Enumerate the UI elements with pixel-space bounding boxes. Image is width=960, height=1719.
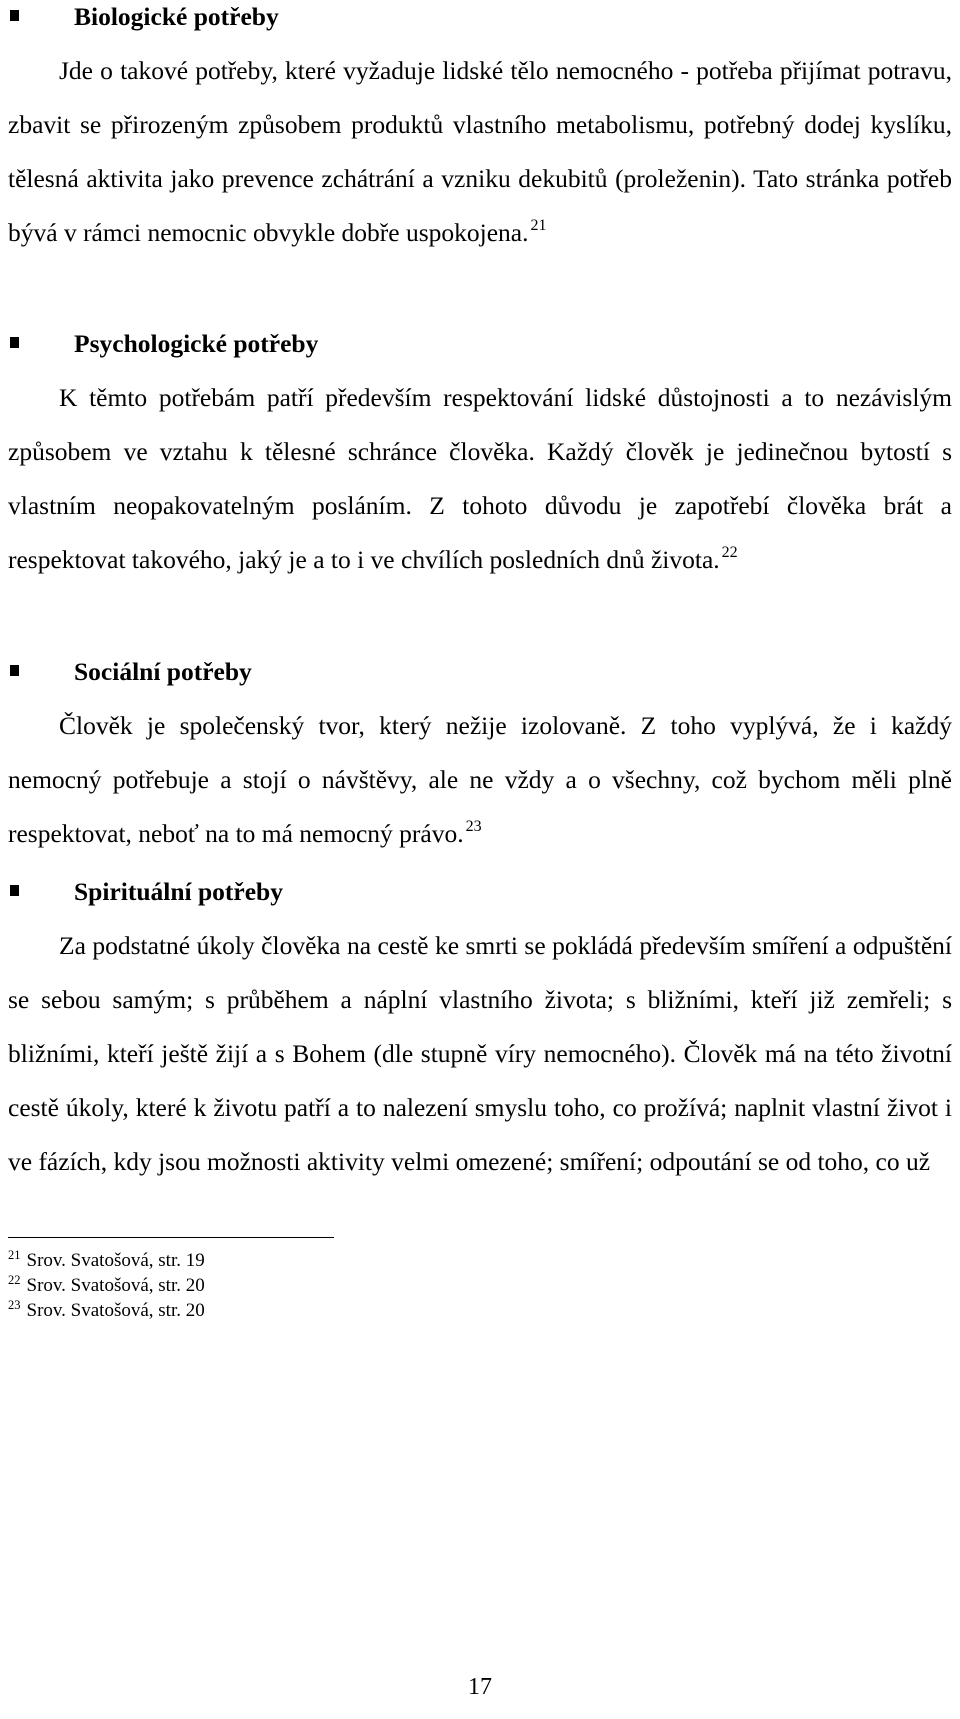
section-heading — [8, 875, 952, 909]
square-bullet-icon — [10, 665, 19, 676]
section-spiritualni — [8, 875, 952, 1189]
heading-text: Spirituální potřeby — [74, 877, 283, 906]
footnotes — [8, 1248, 205, 1323]
section-paragraph — [8, 34, 952, 260]
footnote-text: Srov. Svatošová, str. 20 — [26, 1275, 205, 1296]
section-paragraph — [8, 361, 952, 587]
paragraph-text: K těmto potřebám patří především respektování lidské důstojnosti a to nezávislým způsobem ve vztahu k tělesné schránce člověka. Každý člověk je jedinečnou bytostí s vlastním neopakovatelným posláním. Z tohoto důvodu je zapotřebí člověka brát a respektovat takového, jaký je a to i ve chvílích posledních dnů života. — [8, 383, 952, 574]
section-socialni — [8, 655, 952, 861]
footnote-reference[interactable]: 21 — [530, 217, 547, 234]
section-heading — [8, 655, 952, 689]
footnote — [8, 1248, 205, 1273]
square-bullet-icon — [10, 337, 19, 348]
footnote — [8, 1298, 205, 1323]
heading-text: Psychologické potřeby — [74, 329, 319, 358]
footnote — [8, 1273, 205, 1298]
square-bullet-icon — [10, 10, 19, 21]
section-heading — [8, 327, 952, 361]
paragraph-text: Člověk je společenský tvor, který nežije izolovaně. Z toho vyplývá, že i každý nemocný potřebuje a stojí o návštěvy, ale ne vždy a o všechny, což bychom měli plně respektovat, neboť na to má nemocný právo. — [8, 711, 952, 848]
page-number: 17 — [468, 1674, 492, 1700]
section-heading — [8, 0, 952, 34]
section-paragraph — [8, 689, 952, 861]
section-biologicke — [8, 0, 952, 260]
footnote-number: 23 — [8, 1298, 21, 1312]
footnote-text: Srov. Svatošová, str. 20 — [26, 1300, 205, 1321]
section-psychologicke — [8, 327, 952, 587]
section-paragraph — [8, 909, 952, 1189]
footnote-number: 21 — [8, 1248, 21, 1262]
footnote-reference[interactable]: 23 — [465, 818, 482, 835]
paragraph-text: Za podstatné úkoly člověka na cestě ke smrti se pokládá především smíření a odpuštění se sebou samým; s průběhem a náplní vlastního života; s bližními, kteří již zemřeli; s bližními, kteří ještě žijí a s Bohem (dle stupně víry nemocného). Člověk má na této životní cestě úkoly, které k životu patří a to nalezení smyslu toho, co prožívá; naplnit vlastní život i ve fázích, kdy jsou možnosti aktivity velmi omezené; smíření; odpoutání se od toho, co už — [8, 931, 952, 1176]
heading-text: Biologické potřeby — [74, 2, 279, 31]
footnote-reference[interactable]: 22 — [721, 544, 738, 561]
footnote-separator — [8, 1237, 334, 1238]
paragraph-text: Jde o takové potřeby, které vyžaduje lidské tělo nemocného - potřeba přijímat potravu, zbavit se přirozeným způsobem produktů vlastního metabolismu, potřebný dodej kyslíku, tělesná aktivita jako prevence zchátrání a vzniku dekubitů (proleženin). Tato stránka potřeb bývá v rámci nemocnic obvykle dobře uspokojena. — [8, 56, 952, 247]
square-bullet-icon — [10, 885, 19, 896]
footnote-number: 22 — [8, 1273, 21, 1287]
heading-text: Sociální potřeby — [74, 657, 252, 686]
footnote-text: Srov. Svatošová, str. 19 — [26, 1250, 205, 1271]
